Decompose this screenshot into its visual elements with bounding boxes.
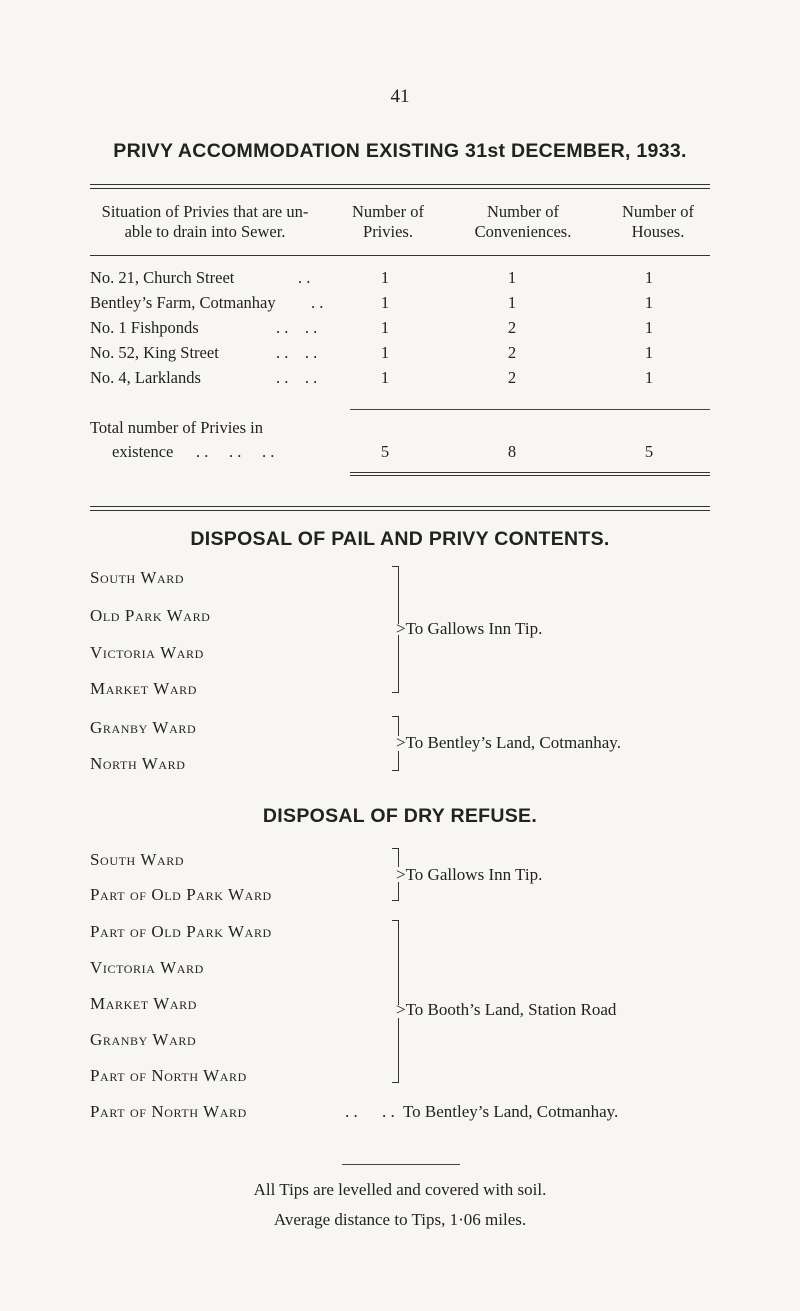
row-2-conveniences: 1 [507, 293, 517, 312]
refuse-disposal-title: DISPOSAL OF DRY REFUSE. [262, 805, 538, 827]
row-5-situation: No. 4, Larklands [90, 368, 201, 387]
row-3-conveniences: 2 [507, 318, 517, 337]
row-5-houses: 1 [644, 368, 654, 387]
footer-rule [342, 1164, 460, 1165]
refuse-ward-6: Granby Ward [90, 1030, 197, 1049]
row-4-leader: . . . . [276, 343, 318, 362]
footer-line-2: Average distance to Tips, 1·06 miles. [273, 1210, 527, 1229]
refuse-leader-3: . . [345, 1102, 358, 1121]
refuse-ward-2: Part of Old Park Ward [90, 885, 272, 904]
refuse-ward-7: Part of North Ward [90, 1066, 247, 1085]
header-situation: Situation of Privies that are un- able to drain into Sewer. [101, 202, 309, 241]
section-divider-2 [90, 510, 710, 511]
pail-ward-2: Old Park Ward [90, 606, 211, 625]
page-number: 41 [390, 86, 410, 107]
refuse-dest-3: . . To Bentley’s Land, Cotmanhay. [382, 1102, 619, 1121]
row-3-situation: No. 1 Fishponds [90, 318, 199, 337]
refuse-ward-4: Victoria Ward [90, 958, 204, 977]
total-label-line1: Total number of Privies in [90, 418, 263, 437]
pail-brace-1-top [392, 566, 399, 624]
header-conveniences: Number of Conveniences. [474, 202, 572, 241]
row-5-leader: . . . . [276, 368, 318, 387]
row-5-conveniences: 2 [507, 368, 517, 387]
pail-ward-6: North Ward [90, 754, 186, 773]
row-1-privies: 1 [380, 268, 390, 287]
total-privies: 5 [380, 442, 390, 461]
row-1-conveniences: 1 [507, 268, 517, 287]
row-2-leader: . . [311, 293, 324, 312]
total-rule [350, 409, 710, 410]
row-1-leader: . . [298, 268, 311, 287]
table-top-rule-2 [90, 188, 710, 189]
footer-line-1: All Tips are levelled and covered with soil. [253, 1180, 547, 1199]
refuse-brace-2-bottom [392, 1018, 399, 1083]
pail-ward-5: Granby Ward [90, 718, 197, 737]
row-4-houses: 1 [644, 343, 654, 362]
row-3-houses: 1 [644, 318, 654, 337]
pail-brace-1-bottom [392, 635, 399, 693]
refuse-ward-8: Part of North Ward [90, 1102, 247, 1121]
pail-disposal-title: DISPOSAL OF PAIL AND PRIVY CONTENTS. [190, 528, 610, 550]
total-houses: 5 [644, 442, 654, 461]
row-3-leader: . . . . [276, 318, 318, 337]
row-2-privies: 1 [380, 293, 390, 312]
total-bottom-rule [350, 472, 710, 473]
row-4-conveniences: 2 [507, 343, 517, 362]
header-rule [90, 255, 710, 256]
refuse-ward-3: Part of Old Park Ward [90, 922, 272, 941]
table-top-rule [90, 184, 710, 185]
refuse-brace-2-top [392, 920, 399, 1005]
refuse-dest-1: >To Gallows Inn Tip. [396, 865, 543, 884]
header-privies: Number of Privies. [352, 202, 424, 241]
total-bottom-rule-2 [350, 475, 710, 476]
refuse-ward-1: South Ward [90, 850, 185, 869]
refuse-ward-5: Market Ward [90, 994, 198, 1013]
pail-ward-1: South Ward [90, 568, 185, 587]
row-2-houses: 1 [644, 293, 654, 312]
section-divider [90, 506, 710, 507]
refuse-dest-2: >To Booth’s Land, Station Road [396, 1000, 617, 1019]
pail-ward-3: Victoria Ward [90, 643, 204, 662]
total-label-line2: existence [112, 442, 174, 461]
header-houses: Number of Houses. [622, 202, 694, 241]
pail-ward-4: Market Ward [90, 679, 198, 698]
row-1-houses: 1 [644, 268, 654, 287]
row-2-situation: Bentley’s Farm, Cotmanhay [90, 293, 276, 312]
row-3-privies: 1 [380, 318, 390, 337]
pail-dest-2: >To Bentley’s Land, Cotmanhay. [396, 733, 621, 752]
row-4-privies: 1 [380, 343, 390, 362]
row-5-privies: 1 [380, 368, 390, 387]
total-leader: . . . . . . [196, 442, 275, 461]
row-1-situation: No. 21, Church Street [90, 268, 235, 287]
pail-dest-1: >To Gallows Inn Tip. [396, 619, 543, 638]
privy-accommodation-title: PRIVY ACCOMMODATION EXISTING 31st DECEMBER, 1933. [113, 140, 687, 162]
total-conveniences: 8 [507, 442, 517, 461]
row-4-situation: No. 52, King Street [90, 343, 219, 362]
pail-brace-2-bottom [392, 751, 399, 771]
